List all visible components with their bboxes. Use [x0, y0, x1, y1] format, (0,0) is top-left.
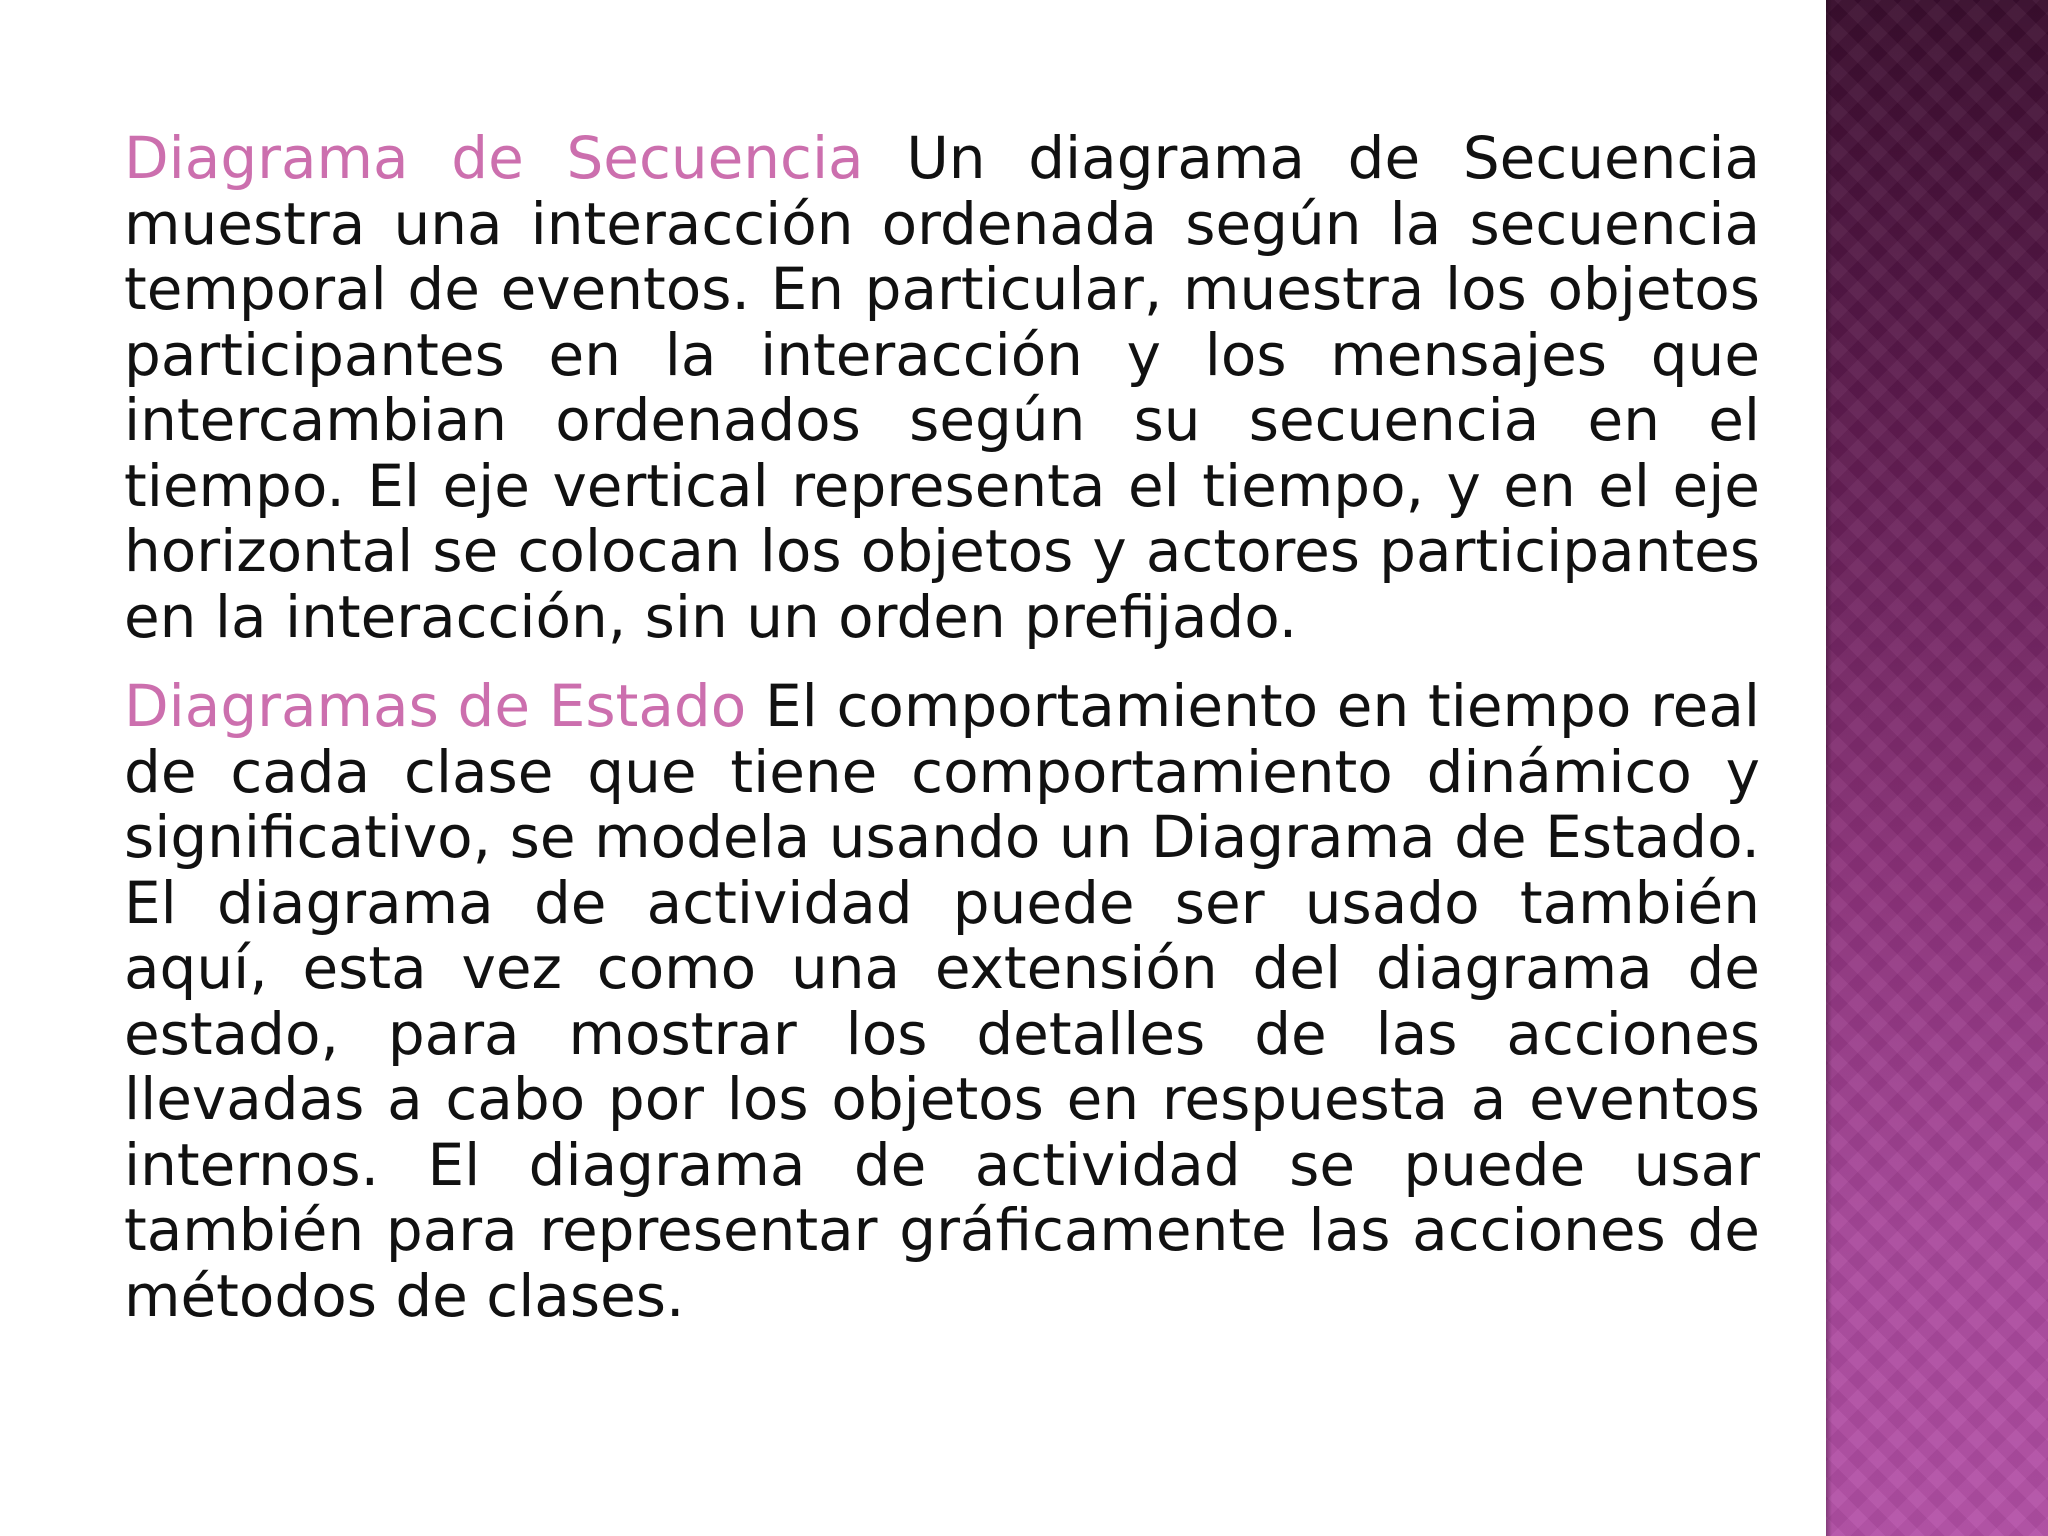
paragraph-diagramas-estado: [124, 674, 1760, 1329]
body-diagrama-secuencia: Un diagrama de Secuencia muestra una interacción ordenada según la secuencia temporal de eventos. En particular, muestra los objetos participantes en la interacción y los mensajes que intercambian ordenados según su secuencia en el tiempo. El eje vertical representa el tiempo, y en el eje horizontal se colocan los objetos y actores participantes en la interacción, sin un orden prefijado.: [124, 124, 1760, 651]
decorative-side-band: [1826, 0, 2048, 1536]
paragraph-diagrama-secuencia: [124, 126, 1760, 650]
body-diagramas-estado: El comportamiento en tiempo real de cada clase que tiene comportamiento dinámico y significativo, se modela usando un Diagrama de Estado. El diagrama de actividad puede ser usado también aquí, esta vez como una extensión del diagrama de estado, para mostrar los detalles de las acciones llevadas a cabo por los objetos en respuesta a eventos internos. El diagrama de actividad se puede usar también para representar gráficamente las acciones de métodos de clases.: [124, 672, 1760, 1330]
heading-diagramas-estado: Diagramas de Estado: [124, 672, 747, 740]
slide-content: [124, 126, 1760, 1353]
heading-diagrama-secuencia: Diagrama de Secuencia: [124, 124, 864, 192]
